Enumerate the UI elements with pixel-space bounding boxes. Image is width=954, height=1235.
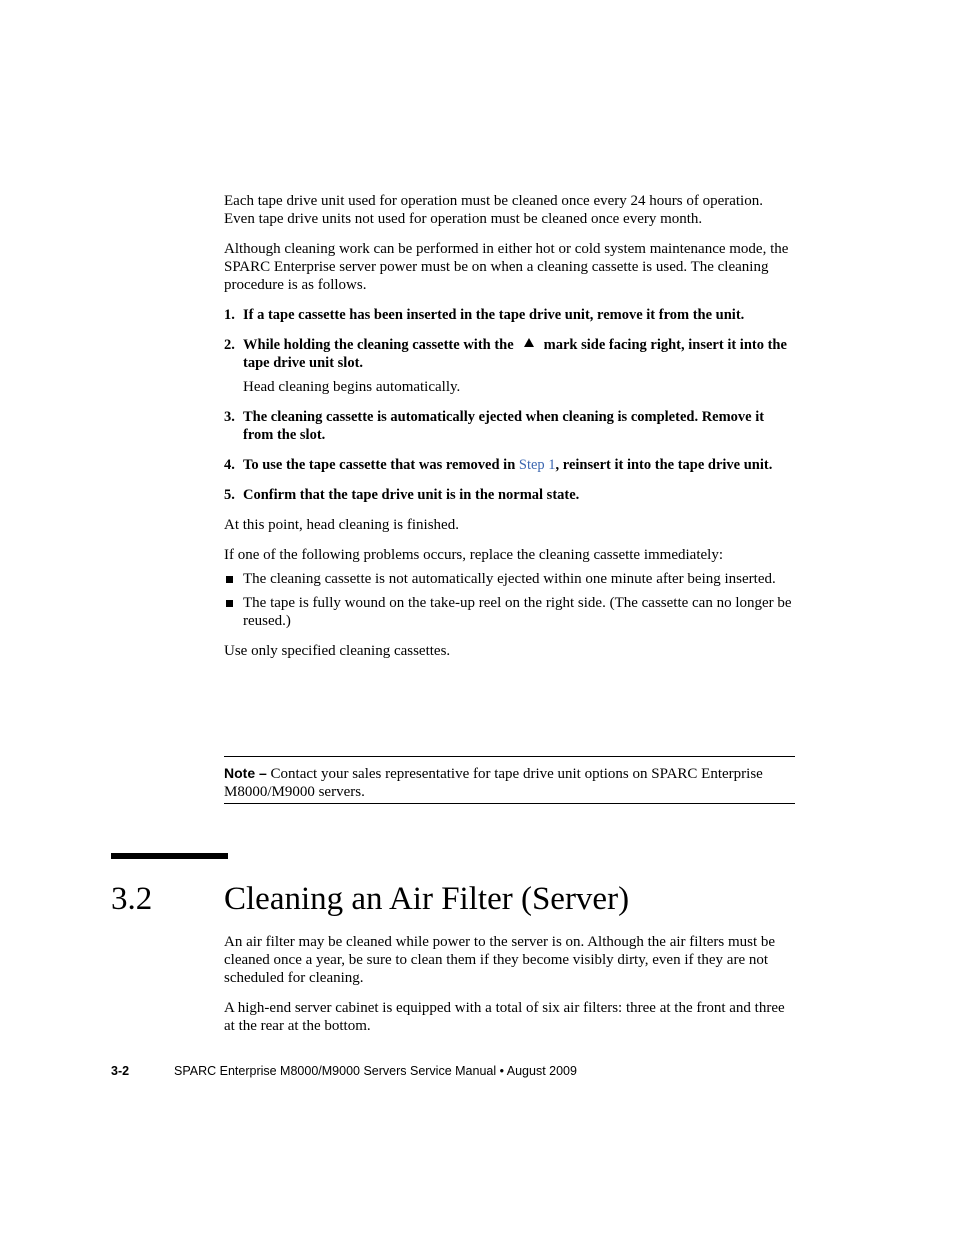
- section-title: Cleaning an Air Filter (Server): [224, 881, 630, 917]
- step-2: [224, 336, 796, 396]
- step-number: 5.: [224, 487, 235, 503]
- step-4: [224, 456, 796, 474]
- note-box: [224, 756, 795, 804]
- step-number: 1.: [224, 307, 235, 323]
- list-item-text: The cleaning cassette is not automatically ejected within one minute after being inserted.: [243, 571, 776, 587]
- list-item: [224, 570, 796, 588]
- step-number: 2.: [224, 337, 235, 353]
- air-filter-body: [224, 933, 796, 1047]
- step-result: Head cleaning begins automatically.: [243, 379, 461, 395]
- step-text-after: mark side facing right, insert it into the tape drive unit slot.: [243, 337, 787, 371]
- tape-cleaning-body: [224, 192, 796, 672]
- step-1: [224, 306, 796, 324]
- step-text-before: While holding the cleaning cassette with the: [243, 337, 514, 353]
- list-item: [224, 594, 796, 630]
- list-item-text: The tape is fully wound on the take-up reel on the right side. (The cassette can no longer be reused.): [243, 595, 792, 629]
- footer-title: SPARC Enterprise M8000/M9000 Servers Service Manual • August 2009: [174, 1064, 577, 1078]
- triangle-up-icon: [524, 338, 534, 347]
- step-number: 3.: [224, 409, 235, 425]
- step-text-after: , reinsert it into the tape drive unit.: [555, 457, 773, 473]
- bullet-square-icon: [226, 576, 233, 583]
- step-text: Confirm that the tape drive unit is in the normal state.: [243, 487, 580, 503]
- problems-intro: If one of the following problems occurs, replace the cleaning cassette immediately:: [224, 547, 723, 563]
- step-number: 4.: [224, 457, 235, 473]
- step-text-before: To use the tape cassette that was removed in: [243, 457, 516, 473]
- problems-list: [224, 570, 796, 630]
- section-number: 3.2: [111, 881, 153, 917]
- intro-paragraph-2: Although cleaning work can be performed in either hot or cold system maintenance mode, the SPARC Enterprise server power must be on when a cleaning cassette is used. The cleaning procedure is as follows.: [224, 241, 789, 293]
- note-label: Note –: [224, 765, 267, 781]
- section-paragraph-1: An air filter may be cleaned while power to the server is on. Although the air filters must be cleaned once a year, be sure to clean them if they become visibly dirty, even if they are not scheduled for cleaning.: [224, 934, 776, 986]
- bullet-square-icon: [226, 600, 233, 607]
- section-paragraph-2: A high-end server cabinet is equipped with a total of six air filters: three at the front and three at the rear at the bottom.: [224, 1000, 785, 1034]
- step-text: If a tape cassette has been inserted in the tape drive unit, remove it from the unit.: [243, 307, 745, 323]
- note-text: Contact your sales representative for tape drive unit options on SPARC Enterprise M8000/M9000 servers.: [224, 766, 763, 800]
- after-steps-paragraph: At this point, head cleaning is finished.: [224, 517, 459, 533]
- step-3: [224, 408, 796, 444]
- step-text: The cleaning cassette is automatically ejected when cleaning is completed. Remove it from the slot.: [243, 409, 765, 443]
- section-rule: [111, 853, 228, 859]
- use-only-paragraph: Use only specified cleaning cassettes.: [224, 643, 451, 659]
- intro-paragraph-1: Each tape drive unit used for operation must be cleaned once every 24 hours of operation. Even tape drive units not used for operation must be cleaned once every month.: [224, 193, 763, 227]
- step-1-link[interactable]: Step 1: [518, 457, 556, 473]
- step-5: [224, 486, 796, 504]
- page-number: 3-2: [111, 1064, 130, 1078]
